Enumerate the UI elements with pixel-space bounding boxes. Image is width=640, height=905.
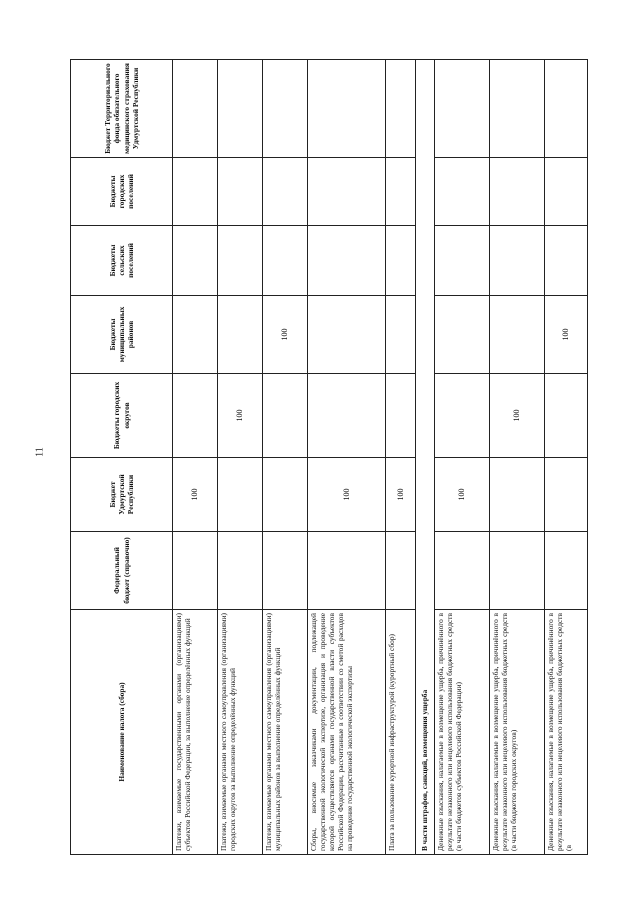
- percent-cell: [308, 296, 386, 374]
- percent-cell: 100: [386, 458, 416, 532]
- percent-cell: 100: [308, 458, 386, 532]
- percent-cell: [545, 532, 588, 610]
- percent-cell: 100: [218, 374, 263, 458]
- percent-cell: [435, 532, 490, 610]
- percent-cell: [545, 374, 588, 458]
- tax-name-cell: Денежные взыскания, налагаемые в возмещение ущерба, причинённого в результате незаконного или нецелевого использования бюджетных средств (в части бюджетов городских округов): [490, 610, 545, 855]
- percent-cell: [386, 158, 416, 226]
- percent-cell: [490, 458, 545, 532]
- percent-cell: [490, 158, 545, 226]
- header-city-districts: Бюджеты городских округов: [71, 374, 173, 458]
- tax-name-cell: Платежи, взимаемые органами местного самоуправления (организациями) городских округов за выполнение определённых функций: [218, 610, 263, 855]
- tax-name-cell: Сборы, вносимые заказчиками документации, подлежащей государственной экологической экспертизе, организация и проведение которой осуществляется органами государственной власти субъектов Российской Федерации, рассчитанные в соответствии со сметой расходов на проведение государственной экологической экспертизы: [308, 610, 386, 855]
- percent-cell: [173, 296, 218, 374]
- percent-cell: [218, 158, 263, 226]
- percent-cell: [490, 60, 545, 158]
- percent-cell: [308, 158, 386, 226]
- budget-distribution-table: [70, 59, 588, 855]
- table-row: [218, 60, 263, 855]
- percent-cell: [263, 60, 308, 158]
- percent-cell: 100: [490, 374, 545, 458]
- percent-cell: [435, 226, 490, 296]
- percent-cell: [263, 158, 308, 226]
- percent-cell: [490, 296, 545, 374]
- table-row: [435, 60, 490, 855]
- percent-cell: [173, 226, 218, 296]
- header-rural-settlements: Бюджеты сельских поселений: [71, 226, 173, 296]
- percent-cell: [435, 374, 490, 458]
- percent-cell: [386, 60, 416, 158]
- table-row: [490, 60, 545, 855]
- percent-cell: [173, 532, 218, 610]
- percent-cell: [545, 60, 588, 158]
- percent-cell: [545, 158, 588, 226]
- percent-cell: [435, 60, 490, 158]
- percent-cell: [263, 532, 308, 610]
- percent-cell: [308, 532, 386, 610]
- tax-name-cell: Платежи, взимаемые органами местного самоуправления (организациями) муниципальных районов за выполнение определённых функций: [263, 610, 308, 855]
- table-row: [545, 60, 588, 855]
- percent-cell: [218, 296, 263, 374]
- percent-cell: [545, 458, 588, 532]
- percent-cell: 100: [435, 458, 490, 532]
- percent-cell: [308, 226, 386, 296]
- percent-cell: 100: [263, 296, 308, 374]
- header-tax-name: Наименование налога (сбора): [71, 610, 173, 855]
- tax-name-cell: Денежные взыскания, налагаемые в возмещение ущерба, причинённого в результате незаконного или нецелевого использования бюджетных средств (в: [545, 610, 588, 855]
- section-title: В части штрафов, санкций, возмещения ущерба: [416, 60, 435, 855]
- percent-cell: [218, 458, 263, 532]
- percent-cell: [218, 226, 263, 296]
- tax-name-cell: Денежные взыскания, налагаемые в возмещение ущерба, причинённого в результате незаконного или нецелевого использования бюджетных средств (в части бюджетов субъектов Российской Федерации): [435, 610, 490, 855]
- percent-cell: 100: [173, 458, 218, 532]
- tax-name-cell: Платежи, взимаемые государственными органами (организациями) субъектов Российской Федерации, за выполнение определённых функций: [173, 610, 218, 855]
- table-row: [308, 60, 386, 855]
- page-number: 11: [34, 447, 46, 457]
- table-row: [173, 60, 218, 855]
- percent-cell: [308, 60, 386, 158]
- percent-cell: [263, 374, 308, 458]
- percent-cell: [490, 226, 545, 296]
- percent-cell: [386, 532, 416, 610]
- percent-cell: [545, 226, 588, 296]
- percent-cell: [263, 226, 308, 296]
- percent-cell: [386, 296, 416, 374]
- percent-cell: [173, 374, 218, 458]
- header-row: [71, 60, 173, 855]
- percent-cell: [490, 532, 545, 610]
- rotated-table-wrapper: [70, 60, 585, 855]
- percent-cell: [263, 458, 308, 532]
- table-row: [386, 60, 416, 855]
- header-udmurt-budget: Бюджет Удмуртской Республики: [71, 458, 173, 532]
- header-urban-settlements: Бюджеты городских поселений: [71, 158, 173, 226]
- percent-cell: [386, 226, 416, 296]
- percent-cell: [386, 374, 416, 458]
- header-federal-budget: Федеральный бюджет (справочно): [71, 532, 173, 610]
- table-row: [263, 60, 308, 855]
- percent-cell: [435, 158, 490, 226]
- percent-cell: [308, 374, 386, 458]
- section-row: [416, 60, 435, 855]
- percent-cell: [173, 158, 218, 226]
- percent-cell: 100: [545, 296, 588, 374]
- percent-cell: [173, 60, 218, 158]
- percent-cell: [218, 60, 263, 158]
- percent-cell: [435, 296, 490, 374]
- tax-name-cell: Плата за пользование курортной инфраструктурой (курортный сбор): [386, 610, 416, 855]
- header-municipal-districts: Бюджеты муниципальных районов: [71, 296, 173, 374]
- table-body: [173, 60, 588, 855]
- header-medical-insurance-fund: Бюджет Территориального фонда обязательного медицинского страхования Удмуртской Республики: [71, 60, 173, 158]
- percent-cell: [218, 532, 263, 610]
